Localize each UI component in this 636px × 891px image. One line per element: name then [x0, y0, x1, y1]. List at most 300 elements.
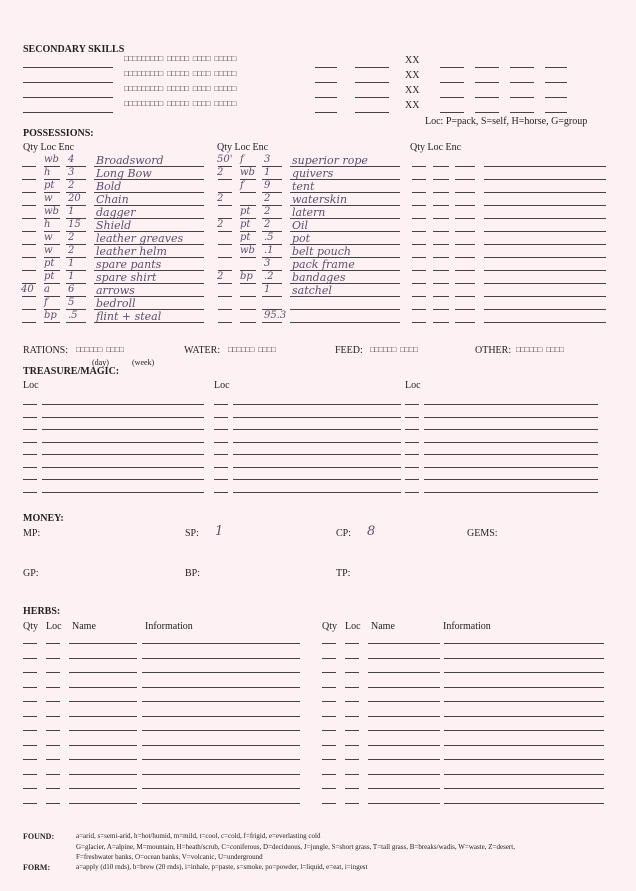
skill-bonus-line[interactable]	[315, 82, 337, 83]
possession-item[interactable]: spare shirt	[96, 271, 157, 284]
possession-enc[interactable]: 2	[264, 219, 271, 230]
possession-item[interactable]: quivers	[292, 167, 334, 180]
herb-info-line[interactable]	[444, 745, 604, 746]
skill-total-line[interactable]	[545, 112, 567, 113]
herb-name-line[interactable]	[368, 788, 440, 789]
possession-loc[interactable]: f	[44, 297, 48, 308]
herb-name-line[interactable]	[69, 658, 137, 659]
skill-rank-boxes[interactable]: □□□□□□□□□ □□□□□ □□□□ □□□□□	[124, 70, 236, 79]
possession-loc[interactable]: h	[44, 219, 51, 230]
possession-qty-line[interactable]	[22, 179, 36, 180]
possession-loc-line[interactable]	[433, 322, 449, 323]
herb-name-line[interactable]	[368, 643, 440, 644]
skill-total-line[interactable]	[475, 82, 499, 83]
possession-loc-line[interactable]	[240, 309, 256, 310]
possession-qty-line[interactable]	[218, 231, 232, 232]
treasure-item-line[interactable]	[42, 429, 204, 430]
skill-total-line[interactable]	[440, 97, 464, 98]
herb-loc-line[interactable]	[46, 643, 60, 644]
herb-info-line[interactable]	[142, 643, 300, 644]
possession-item-line[interactable]	[484, 179, 606, 180]
possession-loc[interactable]: bp	[240, 271, 253, 282]
possession-loc[interactable]: f	[240, 154, 244, 165]
herb-loc-line[interactable]	[345, 643, 359, 644]
possession-enc[interactable]: 15	[68, 219, 81, 230]
skill-total-line[interactable]	[510, 97, 534, 98]
treasure-item-line[interactable]	[424, 492, 598, 493]
possession-enc-line[interactable]	[455, 231, 475, 232]
possession-item-line[interactable]	[484, 244, 606, 245]
herb-info-line[interactable]	[444, 687, 604, 688]
herb-loc-line[interactable]	[345, 716, 359, 717]
treasure-item-line[interactable]	[42, 467, 204, 468]
treasure-loc-line[interactable]	[214, 479, 228, 480]
herb-qty-line[interactable]	[23, 716, 37, 717]
possession-loc-line[interactable]	[433, 257, 449, 258]
possession-loc-line[interactable]	[433, 192, 449, 193]
herb-info-line[interactable]	[142, 701, 300, 702]
cp-value[interactable]: 8	[367, 524, 376, 539]
herb-info-line[interactable]	[142, 716, 300, 717]
herb-info-line[interactable]	[444, 643, 604, 644]
possession-qty-line[interactable]	[22, 270, 36, 271]
possession-item[interactable]: arrows	[96, 284, 135, 297]
possession-qty-line[interactable]	[412, 309, 426, 310]
treasure-loc-line[interactable]	[214, 429, 228, 430]
skill-total-line[interactable]	[510, 112, 534, 113]
possession-loc-line[interactable]	[44, 322, 60, 323]
herb-info-line[interactable]	[444, 658, 604, 659]
treasure-loc-line[interactable]	[23, 442, 37, 443]
possession-qty-line[interactable]	[218, 257, 232, 258]
possession-enc-line[interactable]	[455, 270, 475, 271]
herb-name-line[interactable]	[368, 745, 440, 746]
herb-qty-line[interactable]	[23, 672, 37, 673]
possession-enc[interactable]: .5	[68, 310, 78, 321]
possession-item-line[interactable]	[484, 218, 606, 219]
possession-qty-line[interactable]	[22, 166, 36, 167]
herb-name-line[interactable]	[69, 687, 137, 688]
herb-loc-line[interactable]	[46, 672, 60, 673]
possession-enc-line[interactable]	[455, 244, 475, 245]
herb-qty-line[interactable]	[23, 643, 37, 644]
treasure-item-line[interactable]	[42, 454, 204, 455]
herb-name-line[interactable]	[368, 774, 440, 775]
herb-name-line[interactable]	[69, 803, 137, 804]
treasure-item-line[interactable]	[233, 417, 401, 418]
possession-item[interactable]: tent	[292, 180, 315, 193]
possession-qty-line[interactable]	[22, 309, 36, 310]
herb-qty-line[interactable]	[322, 759, 336, 760]
possession-loc[interactable]: w	[44, 245, 53, 256]
feed-boxes[interactable]: □□□□□□ □□□□	[370, 346, 418, 355]
possession-qty[interactable]: 2	[217, 271, 224, 282]
rations-day-boxes[interactable]: □□□□□□ □□□□	[76, 346, 124, 355]
herb-qty-line[interactable]	[322, 672, 336, 673]
possession-qty-line[interactable]	[22, 257, 36, 258]
skill-total-line[interactable]	[545, 67, 567, 68]
treasure-loc-line[interactable]	[23, 492, 37, 493]
possession-qty-line[interactable]	[218, 309, 232, 310]
possession-enc[interactable]: 4	[68, 154, 75, 165]
skill-bonus-line[interactable]	[355, 67, 389, 68]
possession-item[interactable]: leather helm	[96, 245, 167, 258]
possession-qty-line[interactable]	[412, 192, 426, 193]
treasure-loc-line[interactable]	[23, 467, 37, 468]
possession-qty[interactable]: 2	[217, 167, 224, 178]
possession-item[interactable]: latern	[292, 206, 326, 219]
possession-qty-line[interactable]	[412, 283, 426, 284]
herb-qty-line[interactable]	[322, 716, 336, 717]
treasure-loc-line[interactable]	[214, 404, 228, 405]
possession-qty-line[interactable]	[412, 270, 426, 271]
treasure-item-line[interactable]	[233, 429, 401, 430]
possession-loc[interactable]: pt	[44, 180, 55, 191]
possession-enc-line[interactable]	[455, 166, 475, 167]
possession-item-line[interactable]	[484, 283, 606, 284]
herb-info-line[interactable]	[142, 788, 300, 789]
skill-rank-boxes[interactable]: □□□□□□□□□ □□□□□ □□□□ □□□□□	[124, 55, 236, 64]
herb-loc-line[interactable]	[46, 658, 60, 659]
herb-info-line[interactable]	[444, 701, 604, 702]
possession-item[interactable]: spare pants	[96, 258, 162, 271]
herb-name-line[interactable]	[69, 788, 137, 789]
possession-qty-line[interactable]	[22, 205, 36, 206]
possession-item-line[interactable]	[290, 322, 400, 323]
skill-name-line[interactable]	[23, 67, 113, 68]
possession-item[interactable]: dagger	[96, 206, 136, 219]
treasure-loc-line[interactable]	[23, 454, 37, 455]
treasure-item-line[interactable]	[42, 417, 204, 418]
possession-loc[interactable]: pt	[240, 232, 251, 243]
herb-qty-line[interactable]	[23, 687, 37, 688]
possession-qty-line[interactable]	[412, 296, 426, 297]
possession-qty[interactable]: 40	[21, 284, 34, 295]
possession-item-line[interactable]	[484, 192, 606, 193]
possession-enc-line[interactable]	[455, 179, 475, 180]
possession-item[interactable]: bedroll	[96, 297, 136, 310]
herb-qty-line[interactable]	[322, 788, 336, 789]
possession-loc-line[interactable]	[240, 322, 256, 323]
skill-total-line[interactable]	[545, 97, 567, 98]
skill-total-line[interactable]	[475, 97, 499, 98]
herb-name-line[interactable]	[368, 672, 440, 673]
skill-bonus-line[interactable]	[355, 82, 389, 83]
treasure-loc-line[interactable]	[23, 429, 37, 430]
treasure-loc-line[interactable]	[214, 454, 228, 455]
herb-loc-line[interactable]	[46, 716, 60, 717]
skill-bonus-line[interactable]	[355, 112, 389, 113]
possession-item-line[interactable]	[484, 296, 606, 297]
possession-enc-line[interactable]	[455, 283, 475, 284]
treasure-loc-line[interactable]	[23, 479, 37, 480]
possession-item[interactable]: bandages	[292, 271, 346, 284]
possession-qty-line[interactable]	[218, 296, 232, 297]
possession-loc[interactable]: w	[44, 193, 53, 204]
possession-qty-line[interactable]	[412, 231, 426, 232]
herb-qty-line[interactable]	[322, 643, 336, 644]
herb-info-line[interactable]	[142, 745, 300, 746]
herb-info-line[interactable]	[444, 730, 604, 731]
herb-name-line[interactable]	[69, 745, 137, 746]
possession-enc[interactable]: 2	[68, 180, 75, 191]
herb-qty-line[interactable]	[23, 759, 37, 760]
herb-loc-line[interactable]	[46, 730, 60, 731]
possession-loc-line[interactable]	[240, 192, 256, 193]
possession-item[interactable]: waterskin	[292, 193, 348, 206]
treasure-loc-line[interactable]	[405, 442, 419, 443]
herb-loc-line[interactable]	[345, 759, 359, 760]
herb-qty-line[interactable]	[322, 701, 336, 702]
treasure-loc-line[interactable]	[23, 404, 37, 405]
herb-name-line[interactable]	[69, 730, 137, 731]
possession-qty[interactable]: 2	[217, 193, 224, 204]
possession-loc-line[interactable]	[240, 283, 256, 284]
herb-name-line[interactable]	[368, 803, 440, 804]
skill-rank-boxes[interactable]: □□□□□□□□□ □□□□□ □□□□ □□□□□	[124, 85, 236, 94]
possession-loc-line[interactable]	[240, 257, 256, 258]
possession-enc[interactable]: 9	[264, 180, 271, 191]
herb-loc-line[interactable]	[345, 745, 359, 746]
herb-loc-line[interactable]	[46, 774, 60, 775]
possession-item-line[interactable]	[484, 205, 606, 206]
herb-loc-line[interactable]	[345, 701, 359, 702]
herb-name-line[interactable]	[69, 672, 137, 673]
herb-qty-line[interactable]	[23, 658, 37, 659]
skill-bonus-line[interactable]	[315, 67, 337, 68]
possession-enc[interactable]: .1	[264, 245, 274, 256]
possession-enc-line[interactable]	[262, 322, 282, 323]
skill-name-line[interactable]	[23, 112, 113, 113]
possession-item[interactable]: Chain	[96, 193, 129, 206]
possession-enc-line[interactable]	[455, 205, 475, 206]
treasure-item-line[interactable]	[42, 442, 204, 443]
herb-loc-line[interactable]	[345, 788, 359, 789]
possession-loc[interactable]: wb	[240, 245, 255, 256]
possession-loc-line[interactable]	[433, 205, 449, 206]
skill-name-line[interactable]	[23, 82, 113, 83]
possession-enc[interactable]: 1	[264, 284, 271, 295]
possession-qty-line[interactable]	[412, 244, 426, 245]
treasure-item-line[interactable]	[424, 479, 598, 480]
treasure-item-line[interactable]	[424, 417, 598, 418]
herb-info-line[interactable]	[142, 687, 300, 688]
herb-loc-line[interactable]	[46, 745, 60, 746]
treasure-item-line[interactable]	[424, 404, 598, 405]
possession-enc-line[interactable]	[455, 192, 475, 193]
possession-qty[interactable]: 50'	[217, 154, 233, 165]
possession-loc-line[interactable]	[240, 296, 256, 297]
treasure-item-line[interactable]	[424, 429, 598, 430]
possession-enc[interactable]: 1	[68, 206, 75, 217]
possession-enc-line[interactable]	[455, 309, 475, 310]
possession-loc-line[interactable]	[433, 283, 449, 284]
treasure-item-line[interactable]	[233, 467, 401, 468]
treasure-item-line[interactable]	[233, 492, 401, 493]
possession-enc-line[interactable]	[262, 296, 282, 297]
possession-enc-line[interactable]	[455, 257, 475, 258]
herb-name-line[interactable]	[69, 774, 137, 775]
skill-total-line[interactable]	[510, 67, 534, 68]
herb-info-line[interactable]	[444, 774, 604, 775]
water-boxes[interactable]: □□□□□□ □□□□	[228, 346, 276, 355]
herb-qty-line[interactable]	[322, 745, 336, 746]
possession-loc[interactable]: w	[44, 232, 53, 243]
sp-value[interactable]: 1	[215, 524, 224, 539]
possession-qty-line[interactable]	[412, 205, 426, 206]
herb-name-line[interactable]	[368, 716, 440, 717]
possession-loc-line[interactable]	[433, 218, 449, 219]
treasure-item-line[interactable]	[424, 442, 598, 443]
herb-loc-line[interactable]	[345, 672, 359, 673]
skill-total-line[interactable]	[475, 67, 499, 68]
possession-item-line[interactable]	[484, 166, 606, 167]
possession-qty-line[interactable]	[22, 218, 36, 219]
treasure-loc-line[interactable]	[405, 404, 419, 405]
possession-enc[interactable]: 2	[68, 245, 75, 256]
herb-loc-line[interactable]	[345, 774, 359, 775]
possession-loc-line[interactable]	[433, 270, 449, 271]
herb-loc-line[interactable]	[345, 687, 359, 688]
herb-info-line[interactable]	[444, 788, 604, 789]
possession-qty-line[interactable]	[218, 244, 232, 245]
treasure-loc-line[interactable]	[405, 492, 419, 493]
herb-qty-line[interactable]	[23, 788, 37, 789]
herb-loc-line[interactable]	[46, 701, 60, 702]
possession-qty-line[interactable]	[218, 283, 232, 284]
herb-name-line[interactable]	[368, 687, 440, 688]
possession-enc[interactable]: 1	[68, 271, 75, 282]
possession-loc-line[interactable]	[433, 309, 449, 310]
herb-loc-line[interactable]	[46, 759, 60, 760]
possession-loc[interactable]: wb	[44, 154, 59, 165]
possession-enc[interactable]: 6	[68, 284, 75, 295]
possession-item[interactable]: Shield	[96, 219, 132, 232]
herb-name-line[interactable]	[69, 759, 137, 760]
possession-item-line[interactable]	[484, 257, 606, 258]
herb-qty-line[interactable]	[23, 774, 37, 775]
possession-item-line[interactable]	[484, 322, 606, 323]
treasure-loc-line[interactable]	[214, 442, 228, 443]
possession-item-line[interactable]	[484, 270, 606, 271]
possession-enc-line[interactable]	[455, 322, 475, 323]
possession-item[interactable]: pack frame	[292, 258, 355, 271]
possession-loc[interactable]: h	[44, 167, 51, 178]
skill-total-line[interactable]	[475, 112, 499, 113]
herb-loc-line[interactable]	[46, 803, 60, 804]
possession-qty-line[interactable]	[218, 179, 232, 180]
possession-qty-line[interactable]	[412, 218, 426, 219]
possession-loc[interactable]: f	[240, 180, 244, 191]
possession-loc-line[interactable]	[433, 231, 449, 232]
possession-item[interactable]: Bold	[96, 180, 122, 193]
herb-name-line[interactable]	[368, 658, 440, 659]
possession-loc[interactable]: wb	[240, 167, 255, 178]
treasure-loc-line[interactable]	[214, 467, 228, 468]
skill-rank-boxes[interactable]: □□□□□□□□□ □□□□□ □□□□ □□□□□	[124, 100, 236, 109]
possession-qty-line[interactable]	[412, 166, 426, 167]
possession-enc-line[interactable]	[455, 296, 475, 297]
treasure-item-line[interactable]	[42, 492, 204, 493]
treasure-loc-line[interactable]	[405, 467, 419, 468]
possession-enc[interactable]: 3	[68, 167, 75, 178]
herb-loc-line[interactable]	[345, 658, 359, 659]
possession-enc[interactable]: .2	[264, 271, 274, 282]
possession-loc[interactable]: pt	[44, 271, 55, 282]
possession-qty-line[interactable]	[412, 179, 426, 180]
herb-name-line[interactable]	[368, 759, 440, 760]
herb-loc-line[interactable]	[345, 803, 359, 804]
treasure-item-line[interactable]	[233, 454, 401, 455]
possession-qty-line[interactable]	[218, 322, 232, 323]
possession-qty-line[interactable]	[412, 322, 426, 323]
possession-item[interactable]: Broadsword	[96, 154, 164, 167]
possession-item[interactable]: Oil	[292, 219, 309, 232]
treasure-item-line[interactable]	[233, 404, 401, 405]
skill-total-line[interactable]	[440, 112, 464, 113]
herb-name-line[interactable]	[368, 701, 440, 702]
possession-qty-line[interactable]	[22, 231, 36, 232]
possession-loc[interactable]: wb	[44, 206, 59, 217]
possession-enc[interactable]: 2	[264, 206, 271, 217]
possession-enc[interactable]: 2	[264, 193, 271, 204]
herb-info-line[interactable]	[444, 759, 604, 760]
possession-loc[interactable]: bp	[44, 310, 57, 321]
treasure-loc-line[interactable]	[405, 479, 419, 480]
possession-enc[interactable]: 2	[68, 232, 75, 243]
possession-item-line[interactable]	[290, 309, 400, 310]
possession-item[interactable]: superior rope	[292, 154, 368, 167]
herb-info-line[interactable]	[142, 774, 300, 775]
possession-loc[interactable]: pt	[44, 258, 55, 269]
possession-qty-line[interactable]	[22, 296, 36, 297]
herb-qty-line[interactable]	[23, 701, 37, 702]
possession-qty-line[interactable]	[412, 257, 426, 258]
herb-qty-line[interactable]	[23, 730, 37, 731]
herb-info-line[interactable]	[142, 658, 300, 659]
skill-bonus-line[interactable]	[355, 97, 389, 98]
possession-enc[interactable]: .5	[264, 232, 274, 243]
skill-bonus-line[interactable]	[315, 112, 337, 113]
herb-qty-line[interactable]	[322, 774, 336, 775]
possession-item[interactable]: flint + steal	[96, 310, 162, 323]
herb-loc-line[interactable]	[46, 788, 60, 789]
treasure-item-line[interactable]	[233, 479, 401, 480]
other-boxes[interactable]: □□□□□□ □□□□	[516, 346, 564, 355]
herb-info-line[interactable]	[142, 672, 300, 673]
herb-name-line[interactable]	[69, 643, 137, 644]
possession-loc[interactable]: pt	[240, 206, 251, 217]
possession-enc[interactable]: 20	[68, 193, 81, 204]
skill-total-line[interactable]	[545, 82, 567, 83]
herb-qty-line[interactable]	[23, 803, 37, 804]
skill-total-line[interactable]	[440, 67, 464, 68]
possession-item[interactable]: belt pouch	[292, 245, 351, 258]
possession-enc-line[interactable]	[455, 218, 475, 219]
treasure-loc-line[interactable]	[23, 417, 37, 418]
herb-qty-line[interactable]	[322, 803, 336, 804]
treasure-loc-line[interactable]	[405, 429, 419, 430]
herb-info-line[interactable]	[444, 803, 604, 804]
herb-qty-line[interactable]	[322, 687, 336, 688]
herb-info-line[interactable]	[142, 730, 300, 731]
possession-item[interactable]: leather greaves	[96, 232, 184, 245]
treasure-item-line[interactable]	[424, 454, 598, 455]
herb-qty-line[interactable]	[322, 730, 336, 731]
possession-qty[interactable]: 2	[217, 219, 224, 230]
possession-item[interactable]: pot	[292, 232, 311, 245]
possession-item[interactable]: Long Bow	[96, 167, 152, 180]
